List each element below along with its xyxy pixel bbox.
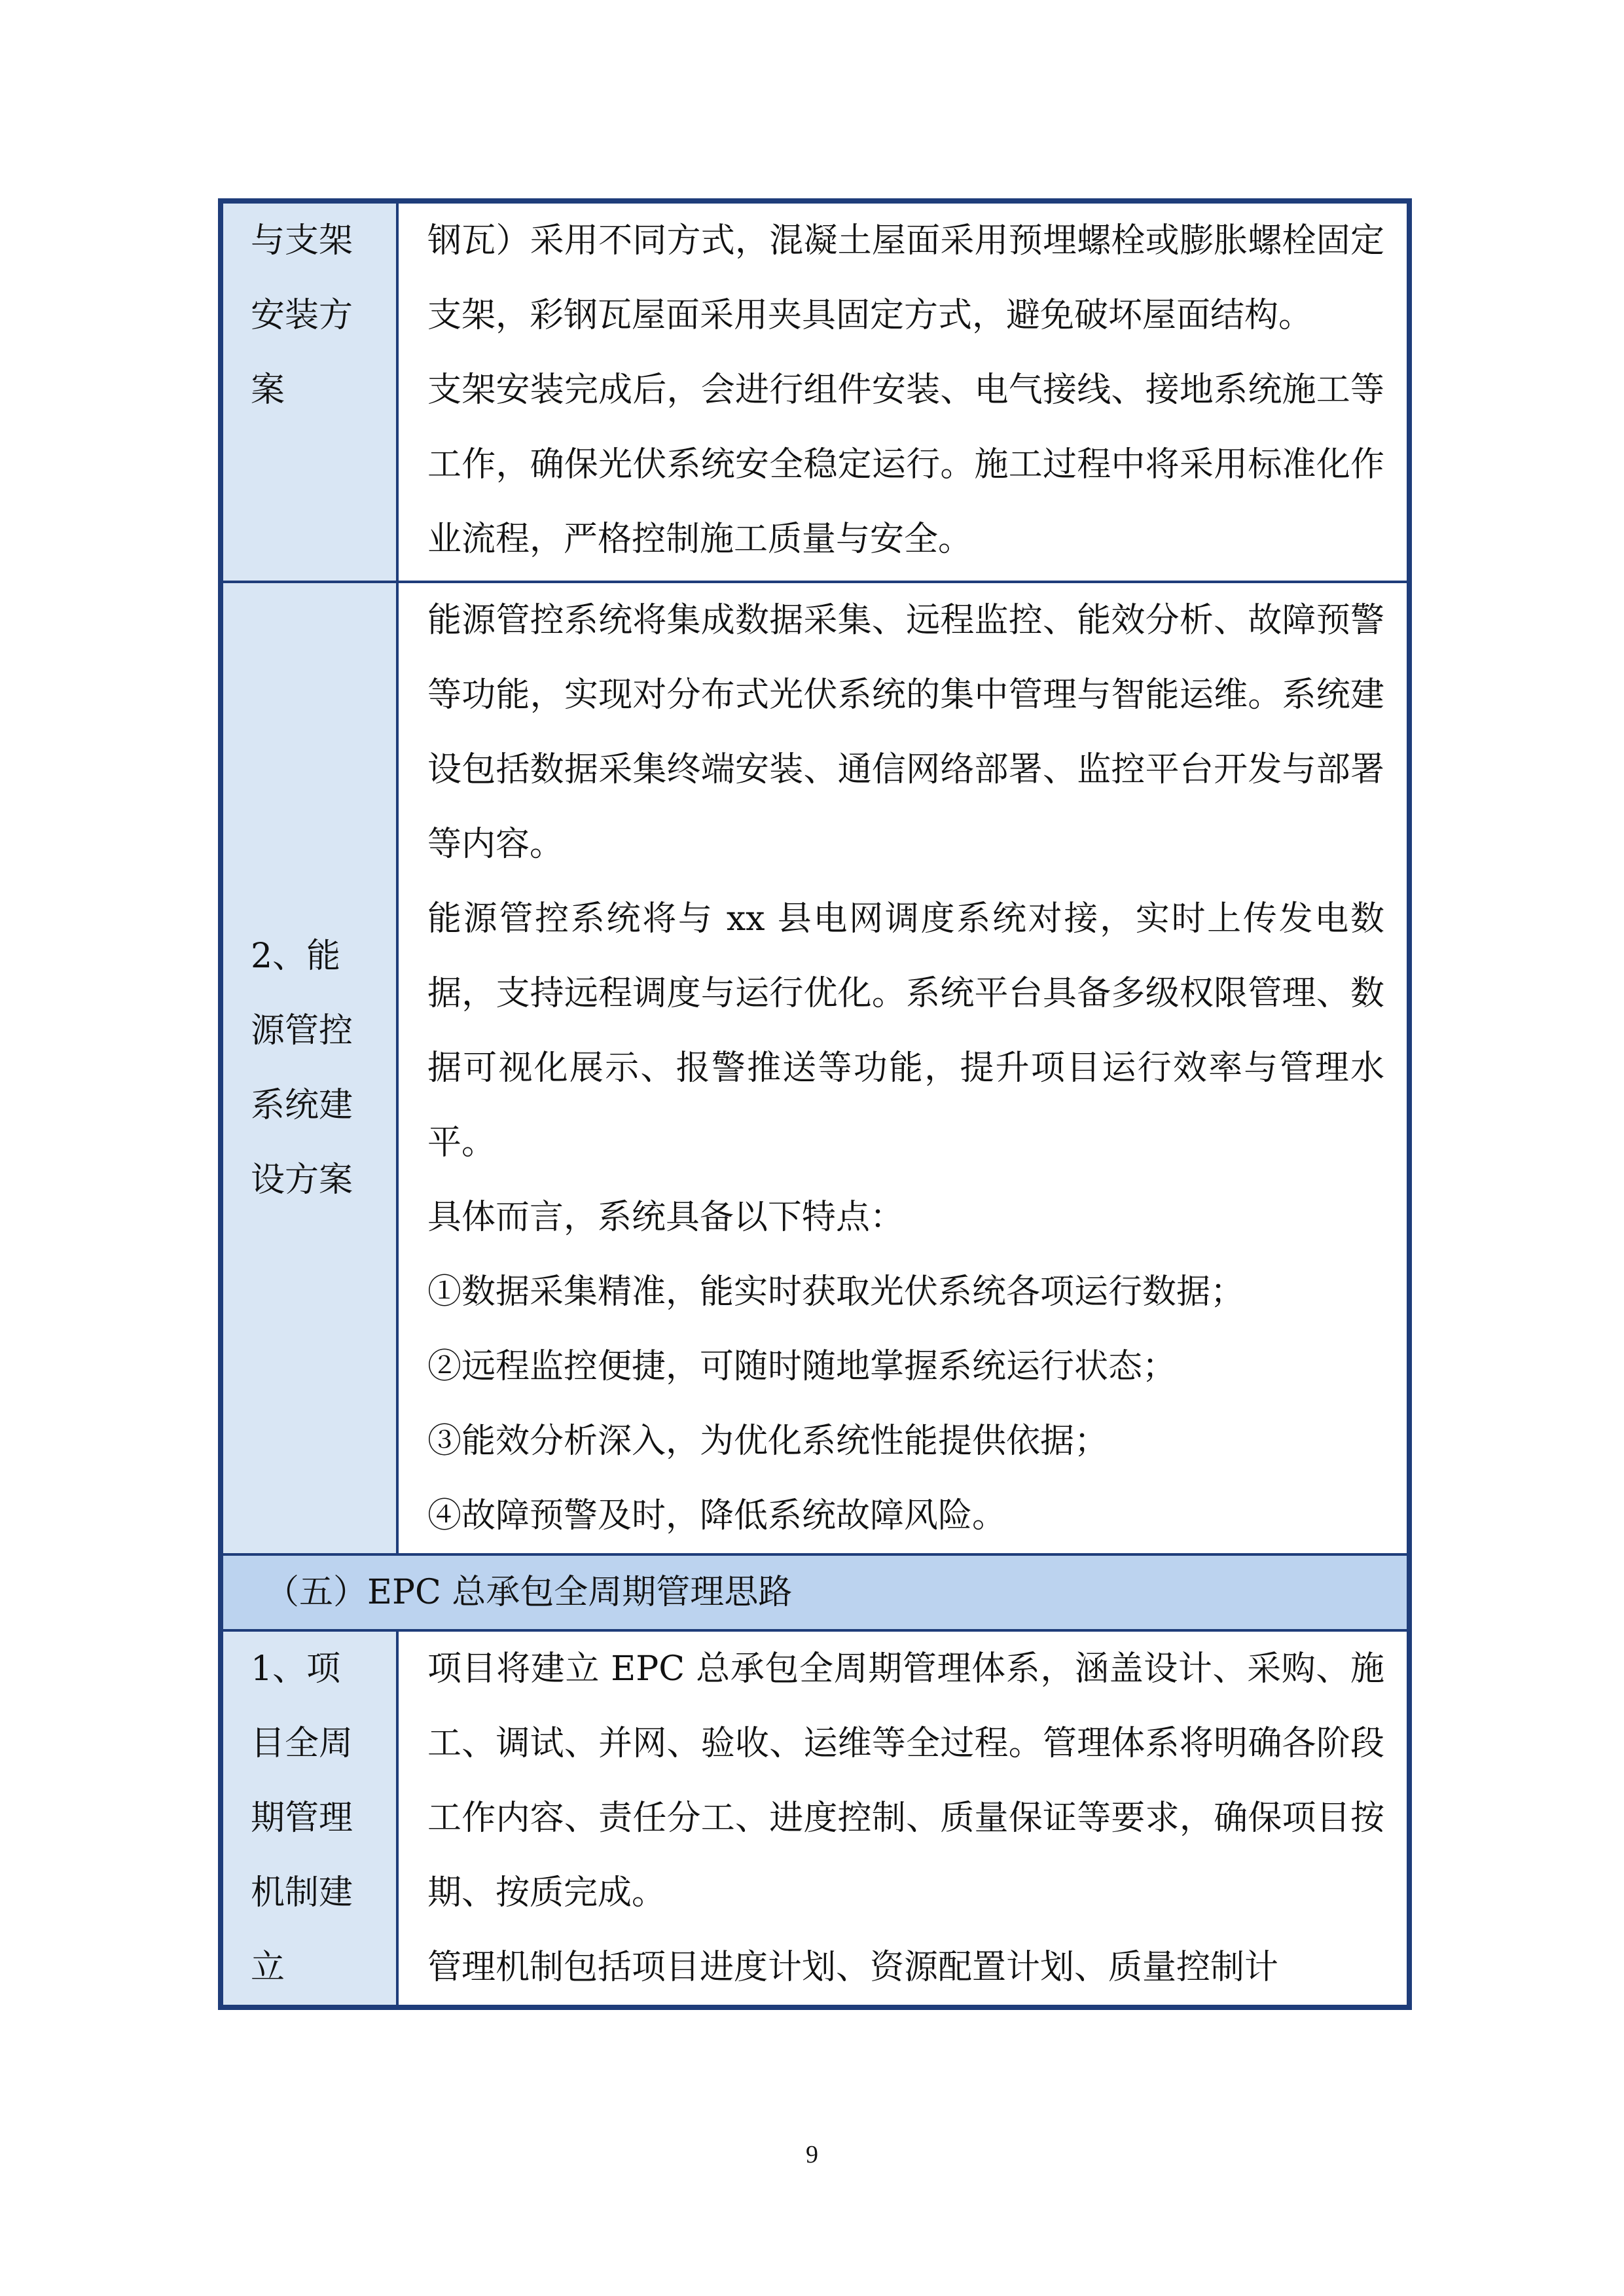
row-label-line: 案 (251, 370, 285, 410)
row-label-line: 2、能 (251, 937, 341, 976)
row-label-line: 机制建 (251, 1873, 353, 1912)
content-paragraph: 具体而言，系统具备以下特点： (427, 1198, 905, 1237)
section-heading: （五）EPC 总承包全周期管理思路 (221, 1554, 1409, 1630)
row-content-cell (397, 201, 1409, 582)
content-paragraph: 支架安装完成后，会进行组件安装、电气接线、接地系统施工等工作，确保光伏系统安全稳定运行。施工过程中将采用标准化作业流程，严格控制施工质量与安全。 (427, 370, 1384, 559)
table-row-support-installation (221, 201, 1409, 582)
row-label-line: 期管理 (251, 1799, 353, 1838)
content-paragraph: 项目将建立 EPC 总承包全周期管理体系，涵盖设计、采购、施工、调试、并网、验收、运维等全过程。管理体系将明确各阶段工作内容、责任分工、进度控制、质量保证等要求，确保项目按期、按质完成。 (427, 1649, 1384, 1912)
row-content-cell (397, 582, 1409, 1554)
content-table (218, 198, 1412, 2010)
content-paragraph: ④故障预警及时，降低系统故障风险。 (427, 1496, 1007, 1535)
content-paragraph: 钢瓦）采用不同方式，混凝土屋面采用预埋螺栓或膨胀螺栓固定支架，彩钢瓦屋面采用夹具固定方式，避免破坏屋面结构。 (427, 221, 1384, 335)
page-number: 9 (806, 2141, 818, 2168)
row-label-cell (221, 1630, 397, 2007)
section-heading-row (221, 1554, 1409, 1630)
row-label-line: 目全周 (251, 1724, 353, 1763)
row-label-line: 安装方 (251, 296, 353, 335)
content-paragraph: 能源管控系统将与 xx 县电网调度系统对接，实时上传发电数据，支持远程调度与运行优化。系统平台具备多级权限管理、数据可视化展示、报警推送等功能，提升项目运行效率与管理水平。 (427, 899, 1384, 1162)
table-row-energy-system (221, 582, 1409, 1554)
row-content-cell (397, 1630, 1409, 2007)
row-label-line: 与支架 (251, 221, 353, 260)
row-label-cell (221, 582, 397, 1554)
row-label-line: 设方案 (251, 1160, 353, 1200)
row-label-line: 系统建 (251, 1086, 353, 1125)
row-label-line: 源管控 (251, 1011, 353, 1050)
row-label-cell (221, 201, 397, 582)
content-paragraph: 能源管控系统将集成数据采集、远程监控、能效分析、故障预警等功能，实现对分布式光伏系统的集中管理与智能运维。系统建设包括数据采集终端安装、通信网络部署、监控平台开发与部署等内容。 (427, 601, 1384, 864)
content-paragraph: ②远程监控便捷，可随时随地掌握系统运行状态； (427, 1347, 1177, 1386)
row-label-line: 1、项 (251, 1649, 341, 1689)
content-paragraph: 管理机制包括项目进度计划、资源配置计划、质量控制计 (427, 1948, 1279, 1987)
table-row-epc-mechanism (221, 1630, 1409, 2007)
content-paragraph: ①数据采集精准，能实时获取光伏系统各项运行数据； (427, 1272, 1245, 1312)
row-label-line: 立 (251, 1948, 285, 1987)
content-paragraph: ③能效分析深入，为优化系统性能提供依据； (427, 1422, 1109, 1461)
